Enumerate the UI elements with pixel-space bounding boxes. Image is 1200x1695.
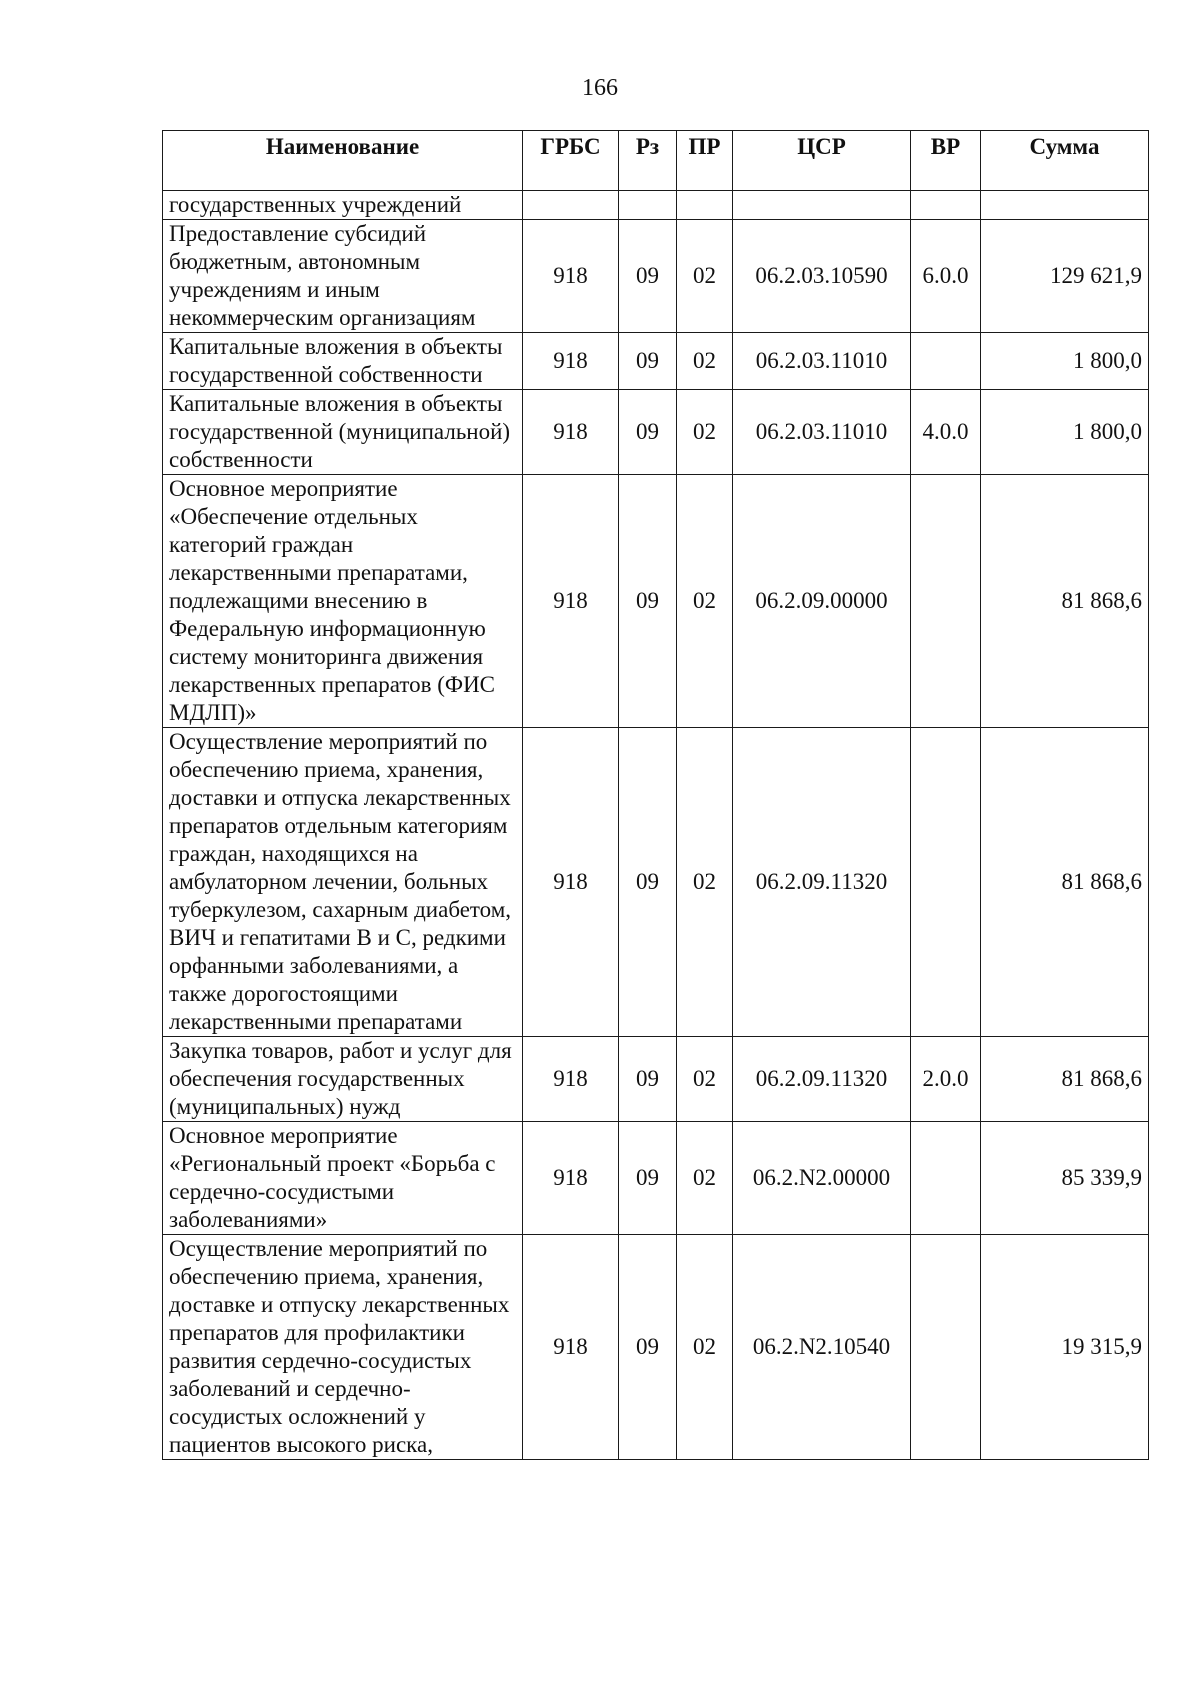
cell-pr: 02 bbox=[677, 728, 733, 1037]
cell-pr: 02 bbox=[677, 1037, 733, 1122]
cell-sum bbox=[981, 191, 1149, 220]
cell-pr: 02 bbox=[677, 1122, 733, 1235]
cell-rz bbox=[619, 191, 677, 220]
cell-csr: 06.2.N2.00000 bbox=[733, 1122, 911, 1235]
header-name: Наименование bbox=[163, 131, 523, 191]
cell-rz: 09 bbox=[619, 728, 677, 1037]
header-grbs: ГРБС bbox=[523, 131, 619, 191]
cell-name: Осуществление мероприятий по обеспечению приема, хранения, доставки и отпуска лекарственных препаратов отдельным категориям граждан, находящихся на амбулаторном лечении, больных туберкулезом, сахарным диабетом, ВИЧ и гепатитами В и С, редкими орфанными заболеваниями, а также дорогостоящими лекарственными препаратами bbox=[163, 728, 523, 1037]
table-row bbox=[163, 1235, 1149, 1460]
cell-csr bbox=[733, 191, 911, 220]
cell-grbs: 918 bbox=[523, 1235, 619, 1460]
cell-vr bbox=[911, 1235, 981, 1460]
cell-rz: 09 bbox=[619, 220, 677, 333]
cell-csr: 06.2.09.11320 bbox=[733, 1037, 911, 1122]
cell-csr: 06.2.03.11010 bbox=[733, 333, 911, 390]
cell-pr: 02 bbox=[677, 1235, 733, 1460]
cell-rz: 09 bbox=[619, 475, 677, 728]
table-body bbox=[163, 191, 1149, 1460]
cell-grbs: 918 bbox=[523, 390, 619, 475]
cell-rz: 09 bbox=[619, 390, 677, 475]
cell-name: Закупка товаров, работ и услуг для обеспечения государственных (муниципальных) нужд bbox=[163, 1037, 523, 1122]
cell-vr: 4.0.0 bbox=[911, 390, 981, 475]
cell-vr bbox=[911, 475, 981, 728]
cell-sum: 19 315,9 bbox=[981, 1235, 1149, 1460]
cell-csr: 06.2.09.11320 bbox=[733, 728, 911, 1037]
table-header bbox=[163, 131, 1149, 191]
cell-rz: 09 bbox=[619, 1037, 677, 1122]
cell-grbs bbox=[523, 191, 619, 220]
cell-name: Осуществление мероприятий по обеспечению приема, хранения, доставке и отпуску лекарственных препаратов для профилактики развития сердечно-сосудистых заболеваний и сердечно-сосудистых осложнений у пациентов высокого риска, bbox=[163, 1235, 523, 1460]
cell-grbs: 918 bbox=[523, 1122, 619, 1235]
cell-sum: 85 339,9 bbox=[981, 1122, 1149, 1235]
cell-csr: 06.2.03.11010 bbox=[733, 390, 911, 475]
cell-name: Капитальные вложения в объекты государственной (муниципальной) собственности bbox=[163, 390, 523, 475]
cell-sum: 81 868,6 bbox=[981, 475, 1149, 728]
cell-pr: 02 bbox=[677, 390, 733, 475]
cell-name: Основное мероприятие «Региональный проект «Борьба с сердечно-сосудистыми заболеваниями» bbox=[163, 1122, 523, 1235]
cell-name: Основное мероприятие «Обеспечение отдельных категорий граждан лекарственными препаратами, подлежащими внесению в Федеральную информационную систему мониторинга движения лекарственных препаратов (ФИС МДЛП)» bbox=[163, 475, 523, 728]
header-sum: Сумма bbox=[981, 131, 1149, 191]
table-row bbox=[163, 191, 1149, 220]
cell-grbs: 918 bbox=[523, 1037, 619, 1122]
budget-table bbox=[162, 130, 1149, 1460]
cell-vr bbox=[911, 333, 981, 390]
cell-pr: 02 bbox=[677, 333, 733, 390]
cell-csr: 06.2.03.10590 bbox=[733, 220, 911, 333]
table-row bbox=[163, 220, 1149, 333]
header-vr: ВР bbox=[911, 131, 981, 191]
cell-name: Предоставление субсидий бюджетным, автономным учреждениям и иным некоммерческим организациям bbox=[163, 220, 523, 333]
cell-grbs: 918 bbox=[523, 728, 619, 1037]
page-number: 166 bbox=[582, 75, 618, 101]
header-rz: Рз bbox=[619, 131, 677, 191]
cell-name: Капитальные вложения в объекты государственной собственности bbox=[163, 333, 523, 390]
cell-csr: 06.2.N2.10540 bbox=[733, 1235, 911, 1460]
table-row bbox=[163, 1122, 1149, 1235]
cell-pr: 02 bbox=[677, 475, 733, 728]
cell-vr bbox=[911, 191, 981, 220]
table-row bbox=[163, 390, 1149, 475]
header-csr: ЦСР bbox=[733, 131, 911, 191]
table-row bbox=[163, 1037, 1149, 1122]
cell-pr: 02 bbox=[677, 220, 733, 333]
cell-sum: 129 621,9 bbox=[981, 220, 1149, 333]
cell-vr: 6.0.0 bbox=[911, 220, 981, 333]
cell-sum: 81 868,6 bbox=[981, 1037, 1149, 1122]
cell-vr: 2.0.0 bbox=[911, 1037, 981, 1122]
header-row bbox=[163, 131, 1149, 191]
table-row bbox=[163, 475, 1149, 728]
cell-rz: 09 bbox=[619, 1235, 677, 1460]
cell-rz: 09 bbox=[619, 333, 677, 390]
cell-sum: 81 868,6 bbox=[981, 728, 1149, 1037]
cell-name: государственных учреждений bbox=[163, 191, 523, 220]
cell-pr bbox=[677, 191, 733, 220]
cell-grbs: 918 bbox=[523, 475, 619, 728]
cell-grbs: 918 bbox=[523, 333, 619, 390]
table-row bbox=[163, 728, 1149, 1037]
header-pr: ПР bbox=[677, 131, 733, 191]
table-row bbox=[163, 333, 1149, 390]
cell-vr bbox=[911, 728, 981, 1037]
cell-grbs: 918 bbox=[523, 220, 619, 333]
cell-sum: 1 800,0 bbox=[981, 333, 1149, 390]
cell-rz: 09 bbox=[619, 1122, 677, 1235]
cell-vr bbox=[911, 1122, 981, 1235]
cell-csr: 06.2.09.00000 bbox=[733, 475, 911, 728]
cell-sum: 1 800,0 bbox=[981, 390, 1149, 475]
